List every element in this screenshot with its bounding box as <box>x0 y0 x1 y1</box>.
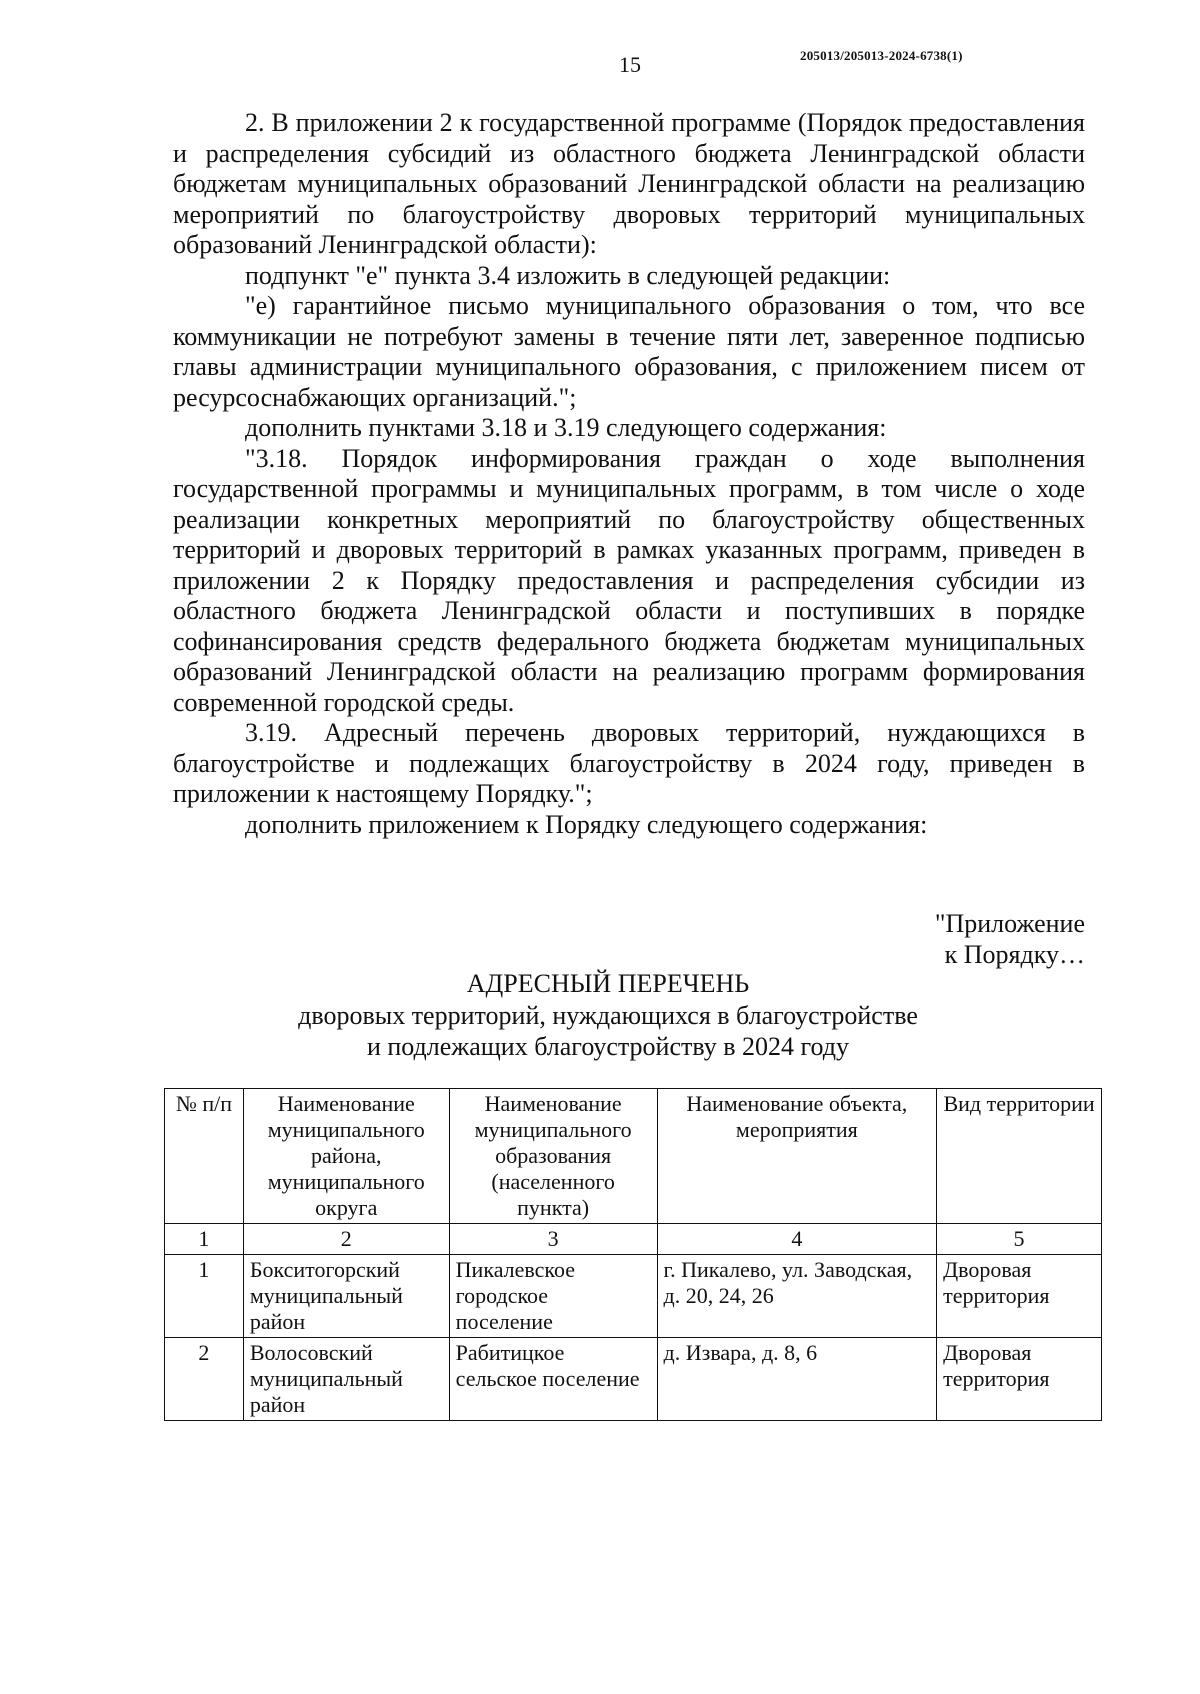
address-list-table <box>164 1088 1102 1421</box>
column-index-row <box>165 1224 1102 1255</box>
paragraph-item-3-19: 3.19. Адресный перечень дворовых территорий, нуждающихся в благоустройстве и подлежащих благоустройству в 2024 году, приведен в приложении к настоящему Порядку."; <box>173 718 1085 808</box>
cell-object: д. Извара, д. 8, 6 <box>657 1338 937 1421</box>
paragraph-subitem-e-text: "е) гарантийное письмо муниципального образования о том, что все коммуникации не потребуют замены в течение пяти лет, заверенное подписью главы администрации муниципального образования, с приложением писем от ресурсоснабжающих организаций."; <box>173 291 1085 412</box>
table-row <box>165 1338 1102 1421</box>
list-subtitle-line1: дворовых территорий, нуждающихся в благоустройстве <box>298 1001 918 1030</box>
cell-district: Волосовский муниципальный район <box>243 1338 449 1421</box>
header-municipality: Наименование муниципального образования (населенного пункта) <box>449 1089 657 1224</box>
table-row <box>165 1255 1102 1338</box>
column-index: 3 <box>449 1224 657 1255</box>
cell-territory-type: Дворовая территория <box>937 1255 1102 1338</box>
cell-object: г. Пикалево, ул. Заводская, д. 20, 24, 26 <box>657 1255 937 1338</box>
page-number: 15 <box>619 52 641 77</box>
cell-municipality: Пикалевское городское поселение <box>449 1255 657 1338</box>
cell-district: Бокситогорский муниципальный район <box>243 1255 449 1338</box>
column-index: 2 <box>243 1224 449 1255</box>
paragraph-subitem-e-instruction: подпункт "е" пункта 3.4 изложить в следующей редакции: <box>245 260 891 290</box>
paragraph-add-appendix-instruction: дополнить приложением к Порядку следующего содержания: <box>245 809 928 839</box>
cell-municipality: Рабитицкое сельское поселение <box>449 1338 657 1421</box>
cell-territory-type: Дворовая территория <box>937 1338 1102 1421</box>
list-subtitle <box>173 1000 1043 1062</box>
table-header-row <box>165 1089 1102 1224</box>
list-subtitle-line2: и подлежащих благоустройству в 2024 году <box>366 1032 850 1061</box>
cell-number: 2 <box>165 1338 244 1421</box>
appendix-label-line1: "Приложение <box>934 909 1085 938</box>
header-number: № п/п <box>165 1089 244 1224</box>
paragraph-amendment-intro: 2. В приложении 2 к государственной программе (Порядок предоставления и распределения субсидий из областного бюджета Ленинградской области бюджетам муниципальных образований Ленинградской области на реализацию мероприятий по благоустройству дворовых территорий муниципальных образований Ленинградской области): <box>173 108 1085 259</box>
appendix-label-line2: к Порядку… <box>944 940 1085 969</box>
header-object: Наименование объекта, мероприятия <box>657 1089 937 1224</box>
column-index: 1 <box>165 1224 244 1255</box>
cell-number: 1 <box>165 1255 244 1338</box>
column-index: 5 <box>937 1224 1102 1255</box>
column-index: 4 <box>657 1224 937 1255</box>
paragraph-item-3-18: "3.18. Порядок информирования граждан о ходе выполнения государственной программы и муниципальных программ, в том числе о ходе реализации конкретных мероприятий по благоустройству общественных территорий и дворовых территорий в рамках указанных программ, приведен в приложении 2 к Порядку предоставления и распределения субсидии из областного бюджета Ленинградской области и поступивших в порядке софинансирования средств федерального бюджета бюджетам муниципальных образований Ленинградской области на реализацию программ формирования современной городской среды. <box>173 443 1085 717</box>
document-body <box>173 108 1085 840</box>
appendix-label <box>900 908 1085 970</box>
header-territory-type: Вид территории <box>937 1089 1102 1224</box>
paragraph-add-items-instruction: дополнить пунктами 3.18 и 3.19 следующего содержания: <box>245 413 887 442</box>
header-district: Наименование муниципального района, муниципального округа <box>243 1089 449 1224</box>
document-id: 205013/205013-2024-6738(1) <box>800 48 963 63</box>
list-title: АДРЕСНЫЙ ПЕРЕЧЕНЬ <box>466 969 750 998</box>
